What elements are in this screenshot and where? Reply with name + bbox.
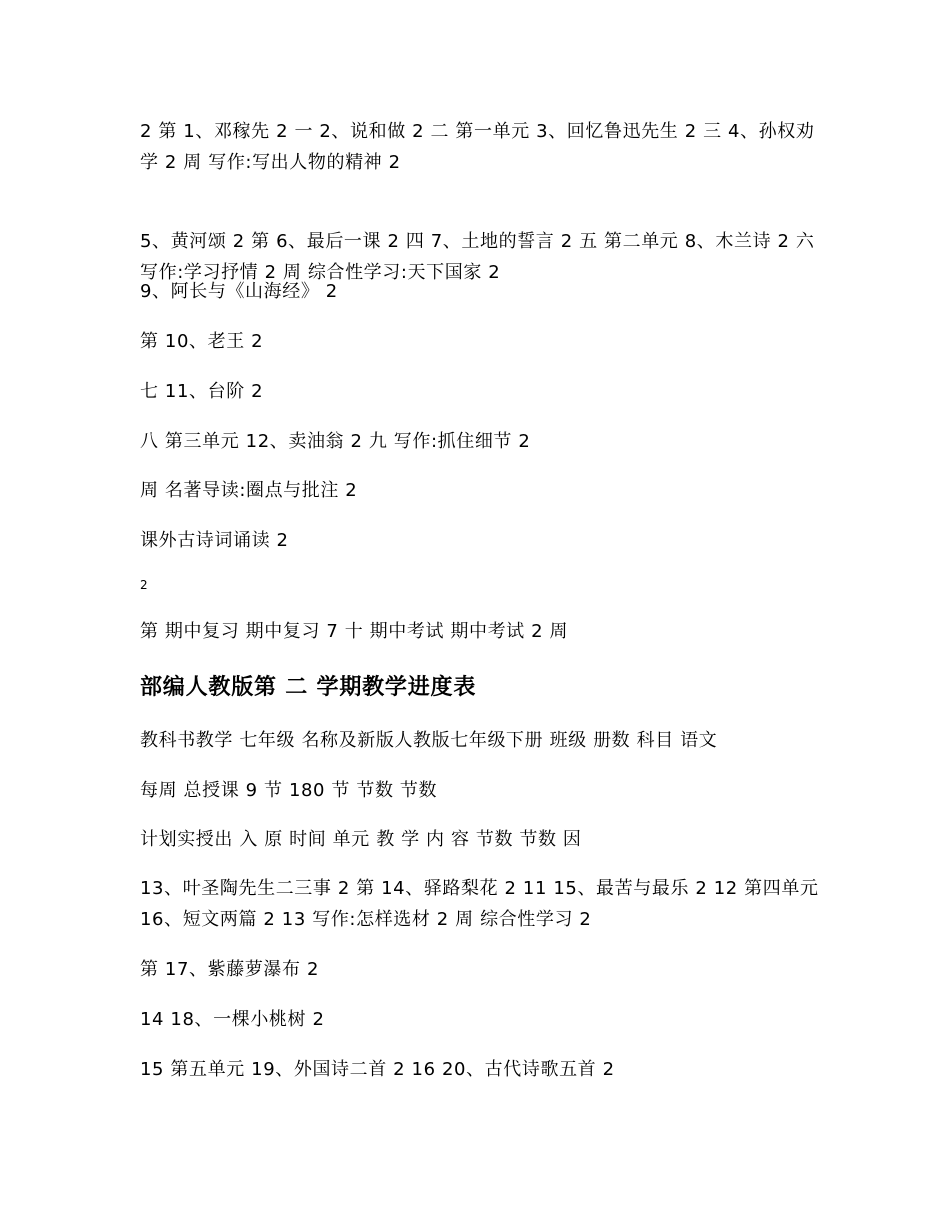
semester-two-title: 部编人教版第 二 学期教学进度表	[140, 675, 477, 700]
semester-two-column-headers: 计划实授出 入 原 时间 单元 教 学 内 容 节数 节数 因	[140, 829, 582, 850]
schedule-paragraph-number: 2	[140, 578, 149, 592]
semester-two-textbook-info: 教科书教学 七年级 名称及新版人教版七年级下册 班级 册数 科目 语文	[140, 730, 718, 751]
schedule-paragraph-reading-guide: 周 名著导读:圈点与批注 2	[140, 480, 358, 501]
semester-two-class-hours: 每周 总授课 9 节 180 节 节数 节数	[140, 780, 438, 801]
schedule-paragraph-poetry: 课外古诗词诵读 2	[140, 530, 289, 551]
schedule-paragraph-lesson10: 第 10、老王 2	[140, 331, 264, 352]
semester-two-unit5: 15 第五单元 19、外国诗二首 2 16 20、古代诗歌五首 2	[140, 1059, 615, 1080]
semester-two-unit4: 13、叶圣陶先生二三事 2 第 14、驿路梨花 2 11 15、最苦与最乐 2 12 第四单元 16、短文两篇 2 13 写作:怎样选材 2 周 综合性学习 2	[140, 878, 819, 930]
schedule-paragraph-week4-6: 5、黄河颂 2 第 6、最后一课 2 四 7、土地的誓言 2 五 第二单元 8、木兰诗 2 六 写作:学习抒情 2 周 综合性学习:天下国家 2	[140, 231, 815, 283]
semester-two-lesson17: 第 17、紫藤萝瀑布 2	[140, 959, 319, 980]
schedule-paragraph-unit3: 八 第三单元 12、卖油翁 2 九 写作:抓住细节 2	[140, 431, 531, 452]
schedule-paragraph-midterm: 第 期中复习 期中复习 7 十 期中考试 期中考试 2 周	[140, 621, 569, 642]
schedule-paragraph-lesson9: 9、阿长与《山海经》 2	[140, 281, 338, 302]
semester-two-lesson18: 14 18、一棵小桃树 2	[140, 1009, 325, 1030]
schedule-paragraph-lesson11: 七 11、台阶 2	[140, 381, 264, 402]
schedule-paragraph-week1-4: 2 第 1、邓稼先 2 一 2、说和做 2 二 第一单元 3、回忆鲁迅先生 2 三 4、孙权劝学 2 周 写作:写出人物的精神 2	[140, 121, 815, 173]
